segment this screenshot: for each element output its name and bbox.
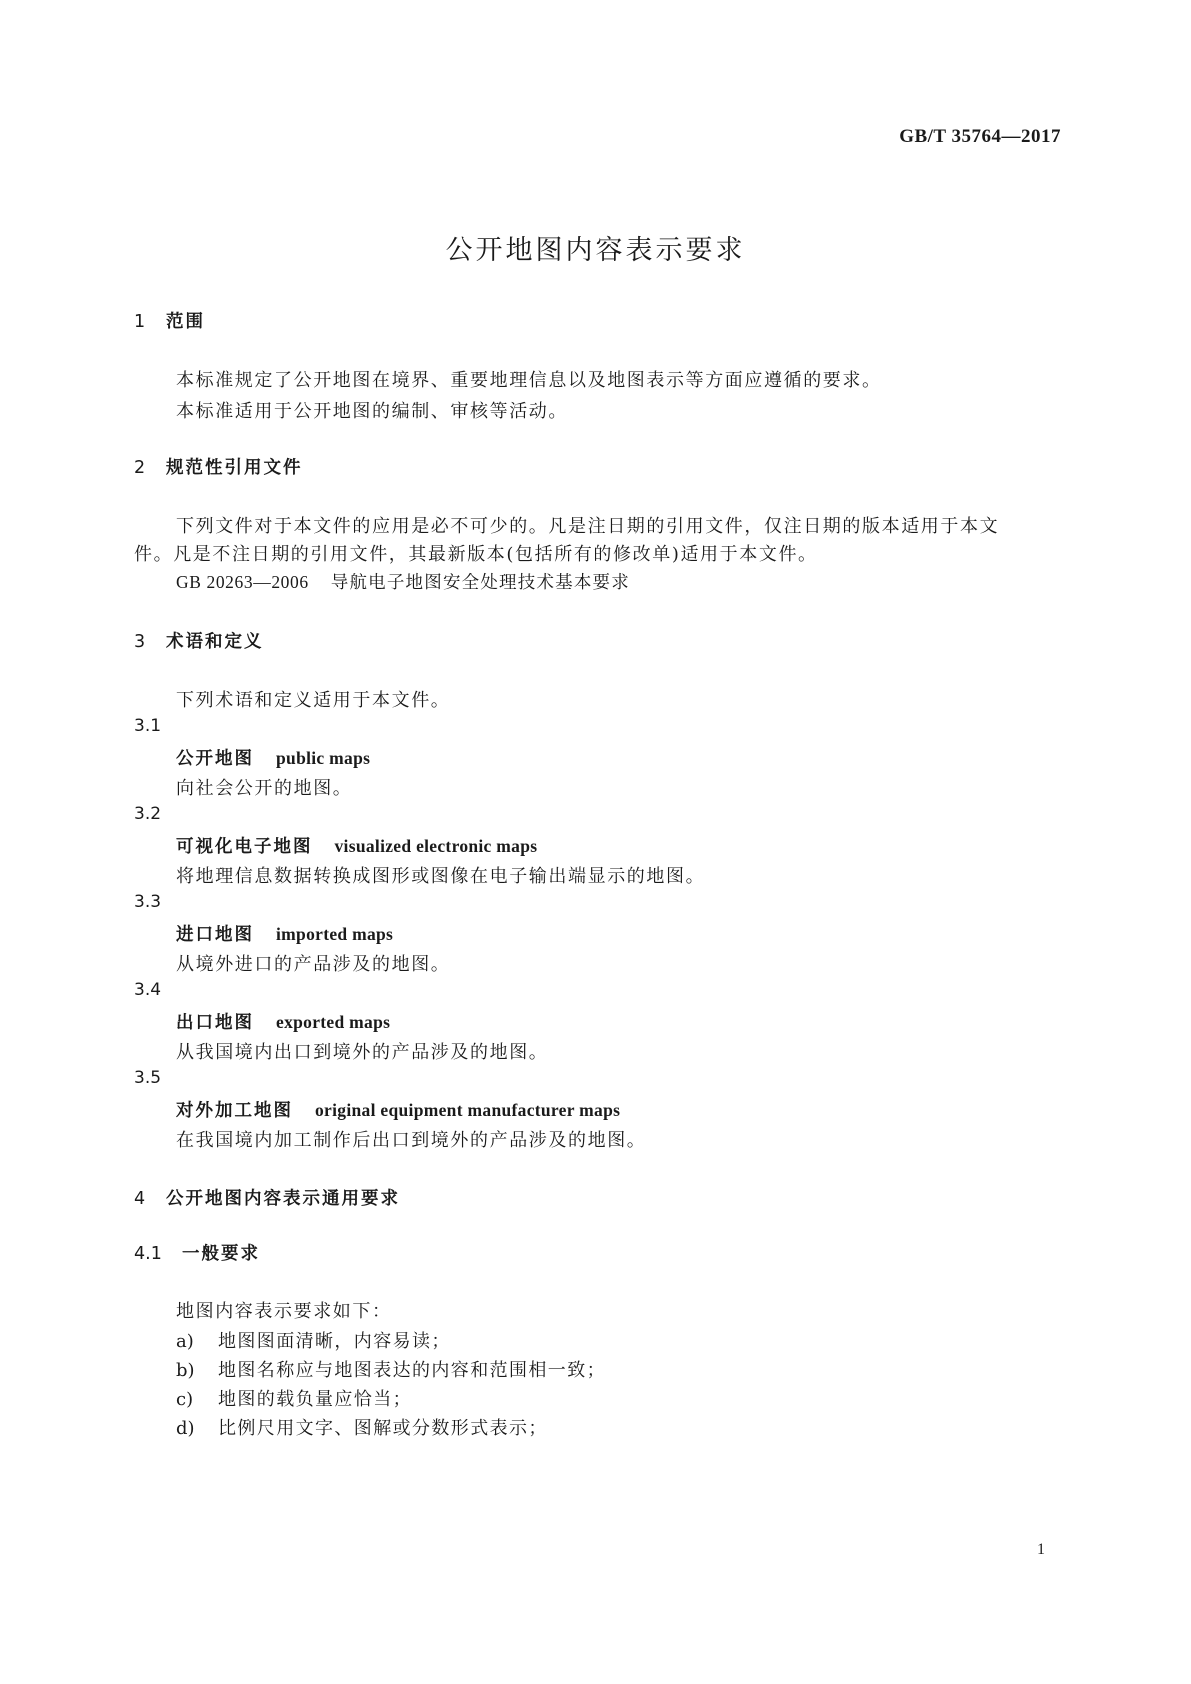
paragraph-continuation: 件。凡是不注日期的引用文件，其最新版本(包括所有的修改单)适用于本文件。: [134, 544, 818, 565]
section-title: 公开地图内容表示通用要求: [166, 1189, 400, 1209]
normative-reference: [176, 569, 630, 594]
list-item: [176, 1385, 412, 1411]
paragraph: 本标准规定了公开地图在境界、重要地理信息以及地图表示等方面应遵循的要求。: [176, 370, 882, 391]
list-marker: c): [176, 1389, 194, 1410]
section-2-heading: [134, 454, 303, 479]
list-item: [176, 1414, 548, 1440]
section-number: 3: [134, 632, 146, 652]
section-1-heading: [134, 308, 205, 333]
term-number: 3.2: [134, 804, 162, 824]
reference-code: GB 20263—2006: [176, 572, 309, 592]
term-heading: [176, 1097, 620, 1122]
term-en: exported maps: [276, 1012, 391, 1032]
term-number: 3.5: [134, 1068, 162, 1088]
document-title: 公开地图内容表示要求: [445, 235, 746, 266]
section-title: 术语和定义: [166, 632, 264, 652]
term-definition: 从境外进口的产品涉及的地图。: [176, 954, 451, 975]
section-4-heading: [134, 1185, 400, 1210]
list-marker: a): [176, 1331, 194, 1352]
paragraph: 下列术语和定义适用于本文件。: [176, 690, 451, 711]
section-title: 规范性引用文件: [166, 458, 303, 478]
section-title: 范围: [166, 312, 205, 332]
list-text: 地图图面清晰，内容易读；: [218, 1331, 451, 1352]
term-en: visualized electronic maps: [334, 836, 538, 856]
term-number: 3.4: [134, 980, 162, 1000]
term-number: 3.3: [134, 892, 162, 912]
term-zh: 可视化电子地图: [176, 837, 313, 857]
term-heading: [176, 921, 393, 946]
list-text: 地图的载负量应恰当；: [218, 1389, 412, 1410]
term-heading: [176, 833, 537, 858]
list-item: [176, 1356, 606, 1382]
section-3-heading: [134, 628, 264, 653]
section-number: 1: [134, 312, 146, 332]
term-number: 3.1: [134, 716, 162, 736]
list-item: [176, 1327, 451, 1353]
paragraph: 下列文件对于本文件的应用是必不可少的。凡是注日期的引用文件，仅注日期的版本适用于本文: [176, 516, 1000, 537]
list-marker: b): [176, 1360, 195, 1381]
list-text: 地图名称应与地图表达的内容和范围相一致；: [218, 1360, 606, 1381]
subsection-4-1-heading: [134, 1240, 260, 1265]
term-en: public maps: [276, 748, 371, 768]
term-heading: [176, 1009, 390, 1034]
page-number: 1: [1037, 1541, 1045, 1558]
list-marker: d): [176, 1418, 195, 1439]
term-definition: 向社会公开的地图。: [176, 778, 353, 799]
paragraph: 地图内容表示要求如下：: [176, 1301, 392, 1322]
term-zh: 对外加工地图: [176, 1101, 293, 1121]
paragraph: 本标准适用于公开地图的编制、审核等活动。: [176, 401, 568, 422]
term-zh: 进口地图: [176, 925, 254, 945]
standard-code: GB/T 35764—2017: [899, 126, 1061, 147]
term-zh: 出口地图: [176, 1013, 254, 1033]
term-definition: 在我国境内加工制作后出口到境外的产品涉及的地图。: [176, 1130, 647, 1151]
section-number: 2: [134, 458, 146, 478]
section-number: 4: [134, 1189, 146, 1209]
reference-title: 导航电子地图安全处理技术基本要求: [330, 573, 630, 593]
term-definition: 将地理信息数据转换成图形或图像在电子输出端显示的地图。: [176, 866, 706, 887]
subsection-number: 4.1: [134, 1244, 162, 1264]
term-definition: 从我国境内出口到境外的产品涉及的地图。: [176, 1042, 549, 1063]
term-heading: [176, 745, 370, 770]
subsection-title: 一般要求: [182, 1244, 260, 1264]
list-text: 比例尺用文字、图解或分数形式表示；: [218, 1418, 548, 1439]
term-en: original equipment manufacturer maps: [315, 1100, 621, 1120]
term-en: imported maps: [276, 924, 394, 944]
term-zh: 公开地图: [176, 749, 254, 769]
